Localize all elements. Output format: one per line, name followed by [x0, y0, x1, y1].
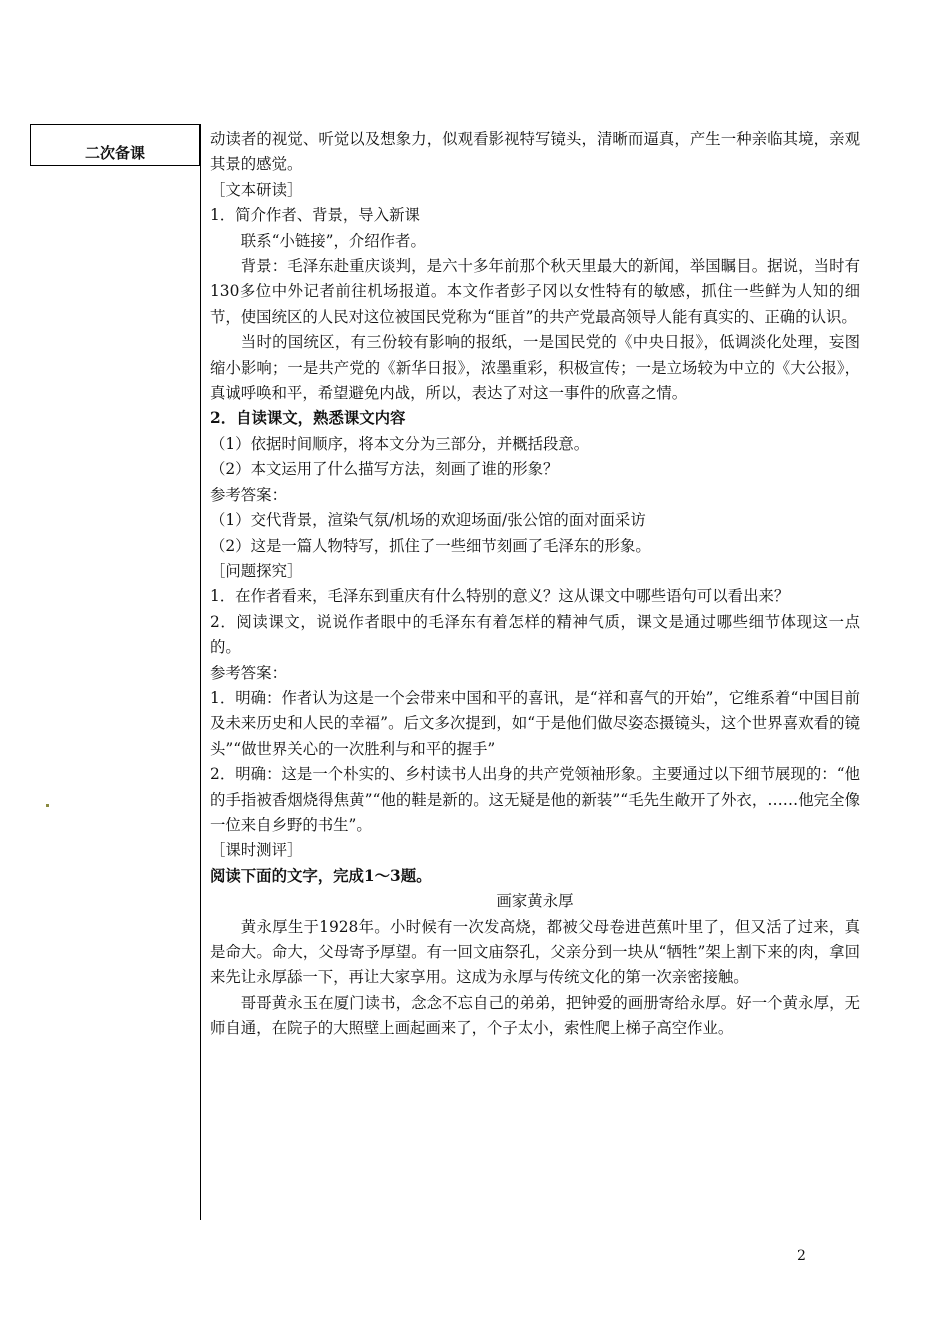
column-divider	[200, 124, 201, 1220]
text-line: 阅读下面的文字，完成1～3题。	[210, 866, 432, 885]
text-line: 背景：毛泽东赴重庆谈判，是六十多年前那个秋天里最大的新闻，举国瞩目。据说，当时有130多位中外记者前往机场报道。本文作者彭子冈以女性特有的敏感，抓住一些鲜为人知的细节，使国统区的人民对这位被国民党称为“匪首”的共产党最高领导人能有真实的、正确的认识。	[210, 257, 860, 326]
text-line: 当时的国统区，有三份较有影响的报纸，一是国民党的《中央日报》，低调淡化处理，妄图缩小影响；一是共产党的《新华日报》，浓墨重彩，积极宣传；一是立场较为中立的《大公报》，真诚呼唤和平，希望避免内战，所以，表达了对这一事件的欣喜之情。	[210, 333, 860, 403]
text-line: 哥哥黄永玉在厦门读书，念念不忘自己的弟弟，把钟爱的画册寄给永厚。好一个黄永厚，无师自通，在院子的大照壁上画起画来了，个子太小，索性爬上梯子高空作业。	[210, 993, 860, 1038]
text-line: 参考答案：	[210, 663, 287, 682]
text-line: 2．自读课文，熟悉课文内容	[210, 409, 406, 428]
text-line: 黄永厚生于1928年。小时候有一次发高烧，都被父母卷进芭蕉叶里了，但又活了过来，真是命大。命大，父母寄予厚望。有一回文庙祭孔，父亲分到一块从“牺牲”架上割下来的肉，拿回来先让永厚舔一下，再让大家享用。这成为永厚与传统文化的第一次亲密接触。	[210, 917, 860, 987]
text-line: 动读者的视觉、听觉以及想象力，似观看影视特写镜头，清晰而逼真，产生一种亲临其境，亲观其景的感觉。	[210, 130, 860, 174]
sidebar-label-box	[30, 124, 200, 166]
text-line: （1）依据时间顺序，将本文分为三部分，并概括段意。	[210, 434, 590, 453]
text-line: 1．在作者看来，毛泽东到重庆有什么特别的意义？这从课文中哪些语句可以看出来？	[210, 587, 790, 606]
text-line: ［课时测评］	[210, 841, 303, 860]
main-text	[210, 127, 860, 1042]
text-line: （2）这是一篇人物特写，抓住了一些细节刻画了毛泽东的形象。	[210, 536, 651, 555]
margin-dot	[46, 804, 49, 807]
text-line: （1）交代背景，渲染气氛/机场的欢迎场面/张公馆的面对面采访	[210, 511, 646, 530]
text-line: 1．简介作者、背景，导入新课	[210, 206, 420, 225]
text-line: 参考答案：	[210, 485, 287, 504]
text-line: 联系“小链接”，介绍作者。	[240, 231, 426, 250]
page-number: 2	[797, 1248, 806, 1264]
text-line: ［问题探究］	[210, 561, 303, 580]
text-line: 2．阅读课文，说说作者眼中的毛泽东有着怎样的精神气质，课文是通过哪些细节体现这一点的。	[210, 612, 860, 657]
sidebar-label: 二次备课	[84, 144, 145, 162]
text-line: （2）本文运用了什么描写方法，刻画了谁的形象？	[210, 460, 559, 479]
text-line: 1．明确：作者认为这是一个会带来中国和平的喜讯，是“祥和喜气的开始”，它维系着“中国目前及未来历史和人民的幸福”。后文多次提到，如“于是他们做尽姿态摄镜头，这个世界喜欢看的镜头”“做世界关心的一次胜利与和平的握手”	[210, 688, 860, 758]
text-line: ［文本研读］	[210, 180, 303, 199]
text-line: 2．明确：这是一个朴实的、乡村读书人出身的共产党领袖形象。主要通过以下细节展现的：“他的手指被香烟烧得焦黄”“他的鞋是新的。这无疑是他的新装”“毛先生敞开了外衣，……他完全像一位来自乡野的书生”。	[210, 765, 860, 834]
text-line: 画家黄永厚	[496, 892, 574, 911]
